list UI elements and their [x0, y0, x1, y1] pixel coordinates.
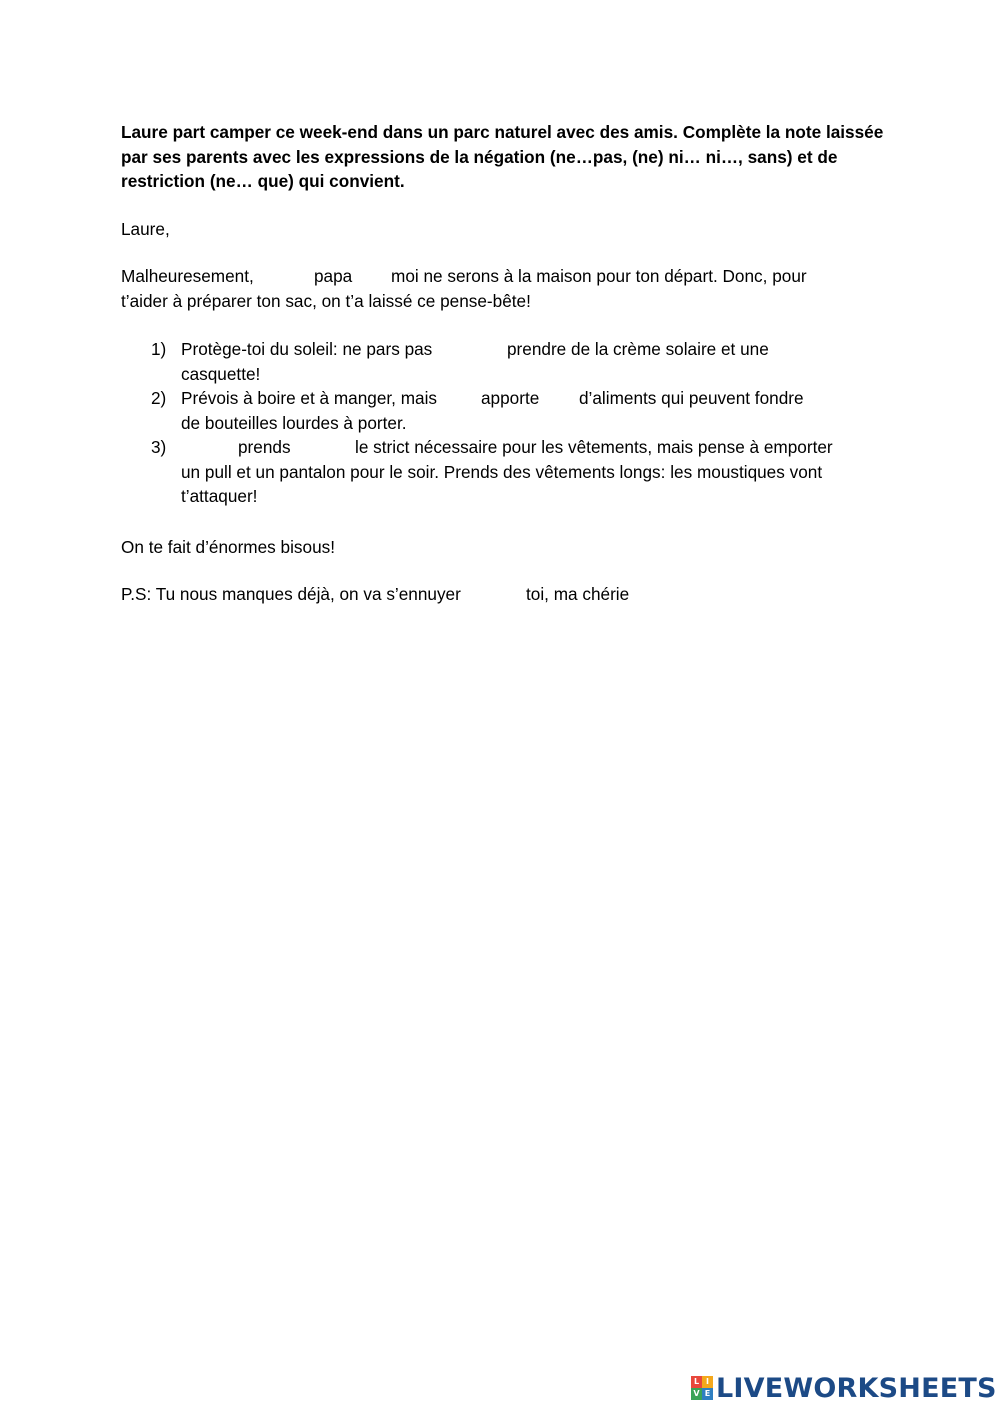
item-text: t’attaquer!	[181, 486, 258, 506]
item-text: Prévois à boire et à manger, mais	[181, 388, 438, 408]
ps-text-start: P.S: Tu nous manques déjà, on va s’ennuyer	[121, 584, 461, 604]
intro-text-line2: t’aider à préparer ton sac, on t’a laissé ce pense-bête!	[121, 291, 531, 311]
logo-text: LIVEWORKSHEETS	[716, 1372, 997, 1404]
blank-input-6[interactable]	[826, 388, 866, 410]
blank-input-9[interactable]	[490, 584, 522, 606]
blank-input-2[interactable]	[360, 266, 388, 288]
item-text: d’aliments qui peuvent fondre	[579, 388, 804, 408]
blank-input-4[interactable]	[459, 388, 479, 410]
item-text: de bouteilles lourdes à porter.	[181, 413, 407, 433]
item-text: prends	[238, 437, 291, 457]
intro-text-papa: papa	[314, 266, 353, 286]
blank-input-3[interactable]	[455, 339, 503, 361]
closing: On te fait d’énormes bisous!	[121, 537, 335, 557]
liveworksheets-logo	[691, 1373, 997, 1403]
item-text: un pull et un pantalon pour le soir. Prends des vêtements longs: les moustiques vont	[181, 462, 823, 482]
instructions: Laure part camper ce week-end dans un parc naturel avec des amis. Complète la note laissée par ses parents avec les expressions de la négation (ne…pas, (ne) ni… ni…, sans) et de restriction (ne… que) qui convient.	[121, 122, 884, 191]
blank-input-8[interactable]	[298, 437, 350, 459]
blank-input-1[interactable]	[268, 266, 310, 288]
item-text: prendre de la crème solaire et une	[507, 339, 769, 359]
intro-text-rest: moi ne serons à la maison pour ton départ. Donc, pour	[391, 266, 807, 286]
item-text: Protège-toi du soleil: ne pars pas	[181, 339, 433, 359]
item-text: apporte	[481, 388, 540, 408]
ps-text-end: toi, ma chérie	[526, 584, 630, 604]
logo-mark-icon: L I V E	[691, 1376, 713, 1400]
blank-input-7[interactable]	[181, 437, 233, 459]
item-text: casquette!	[181, 364, 261, 384]
greeting: Laure,	[121, 219, 170, 239]
item-text: le strict nécessaire pour les vêtements, mais pense à emporter	[355, 437, 833, 457]
item-number: 1)	[151, 339, 167, 359]
blank-input-5[interactable]	[547, 388, 577, 410]
item-number: 2)	[151, 388, 167, 408]
intro-text-start: Malheuresement,	[121, 266, 254, 286]
item-number: 3)	[151, 437, 167, 457]
